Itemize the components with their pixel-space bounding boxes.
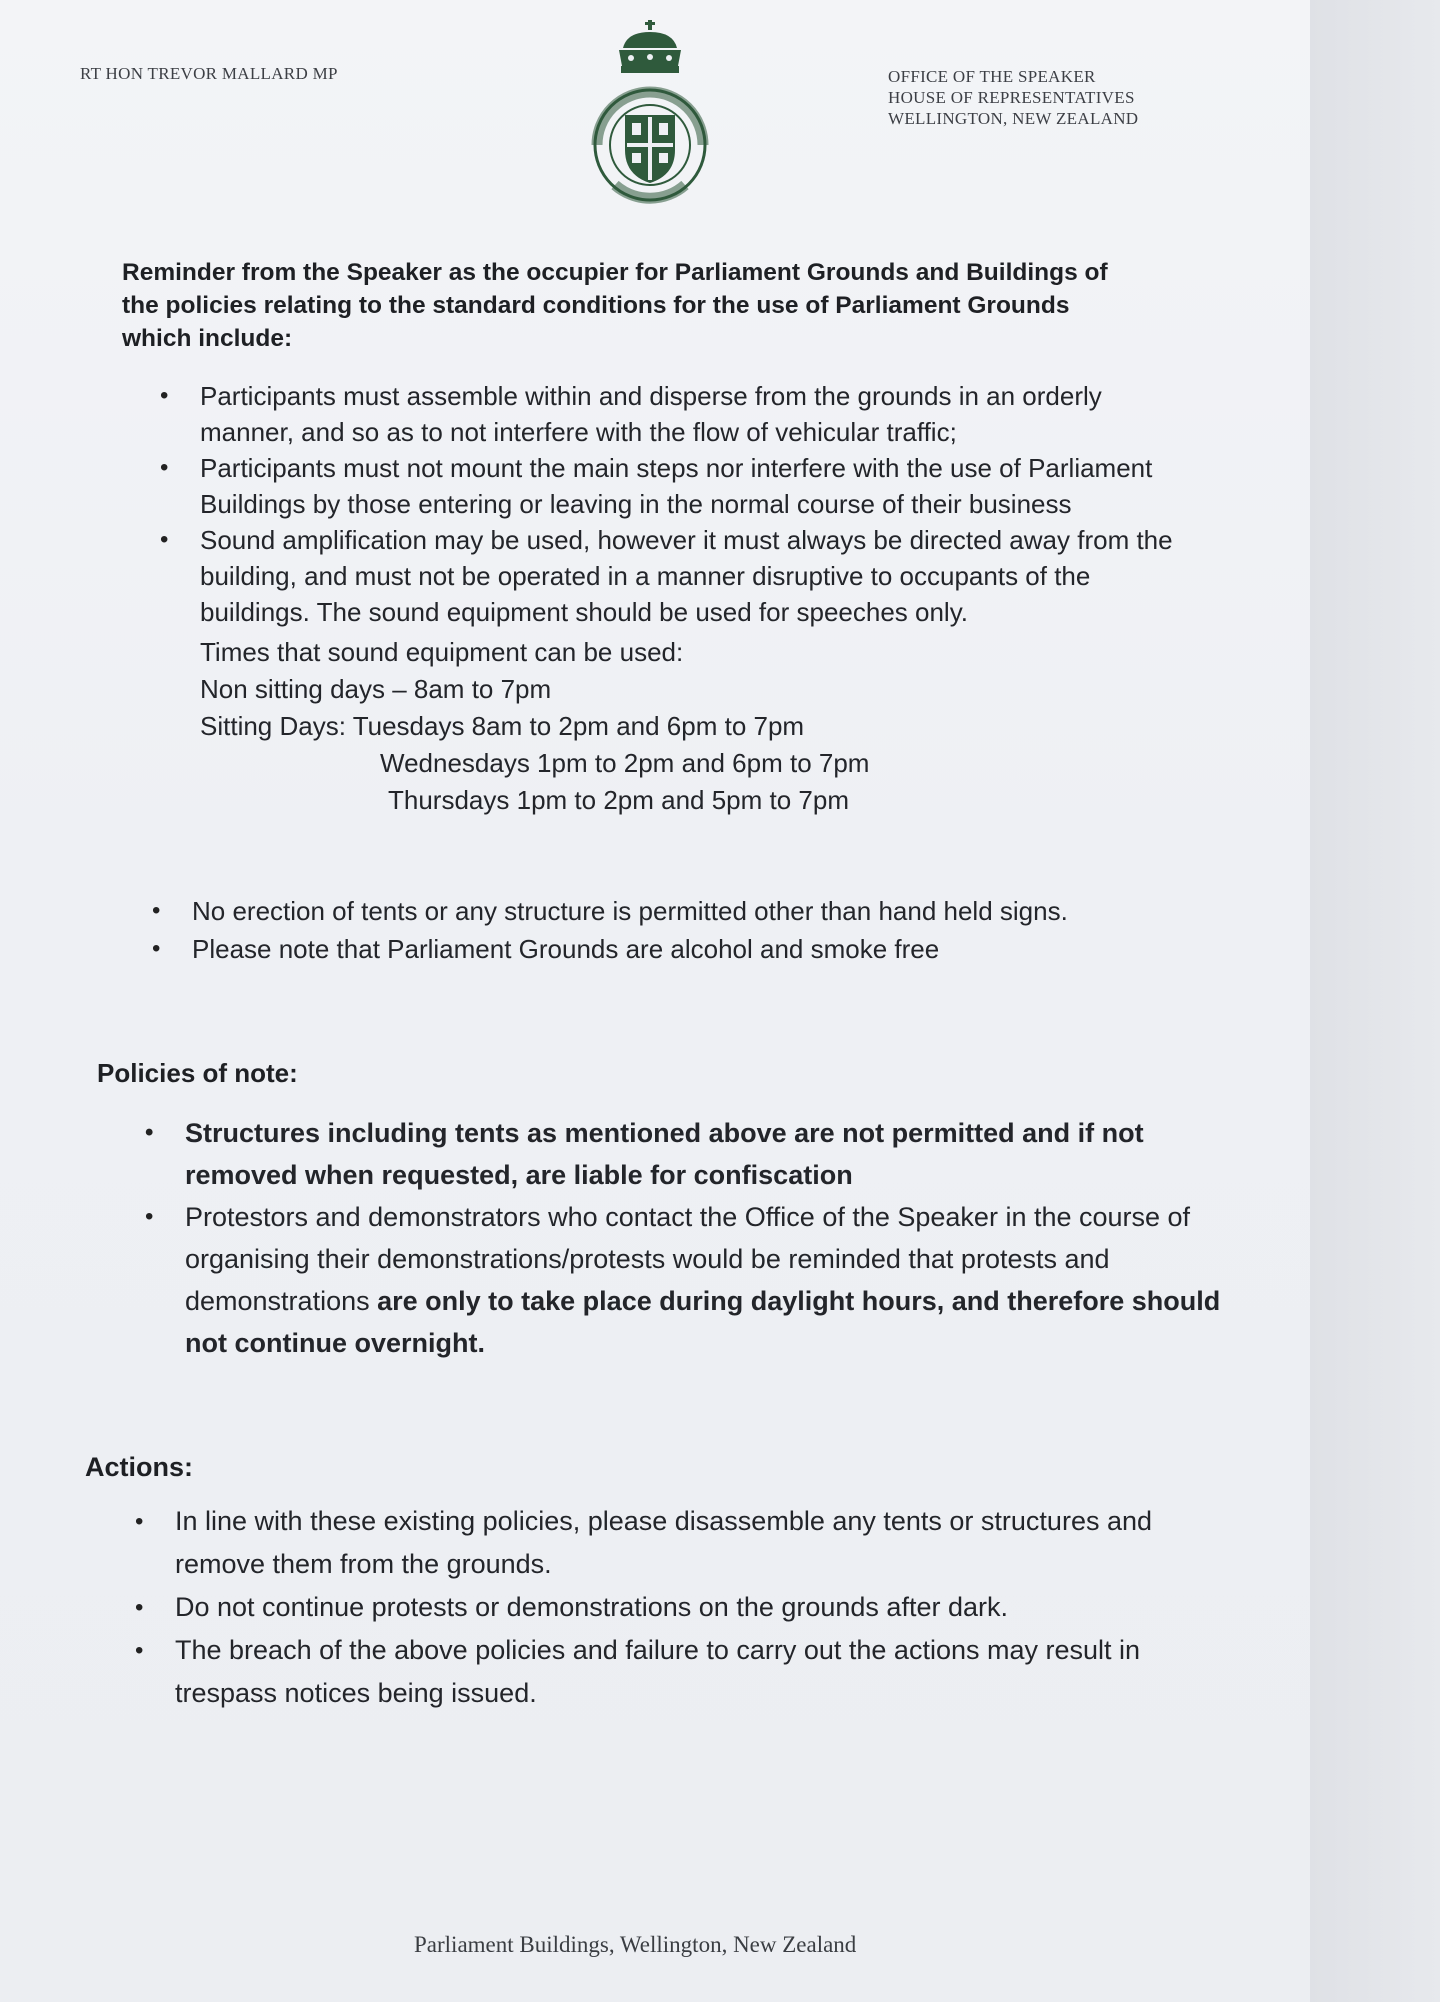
list-item: • The breach of the above policies and failure to carry out the actions may result in trespass notices being issued. [175,1629,1215,1715]
list-item: • Participants must not mount the main steps nor interfere with the use of Parliament Buildings by those entering or leaving in the normal course of their business [200,450,1200,522]
conditions-list-continued [192,892,1232,968]
sitting-tuesdays: Sitting Days: Tuesdays 8am to 2pm and 6pm to 7pm [200,711,805,741]
intro-paragraph: Reminder from the Speaker as the occupier for Parliament Grounds and Buildings of the policies relating to the standard conditions for the use of Parliament Grounds which include: [122,259,1108,352]
actions-list [175,1500,1215,1715]
sound-times-heading: Times that sound equipment can be used: [200,637,684,667]
list-item: • Structures including tents as mentioned above are not permitted and if not removed when requested, are liable for confiscation [185,1112,1235,1196]
office-line-1: OFFICE OF THE SPEAKER [888,67,1096,86]
crown-icon [619,20,681,73]
policy-text-emphasis: are only to take place during daylight hours, and therefore should not continue overnight. [185,1286,1221,1358]
letterhead-office [888,66,1138,129]
sound-amplification-text: Sound amplification may be used, however it must always be directed away from the building, and must not be operated in a manner disruptive to occupants of the buildings. The sound equipment should be used for speeches only. [200,525,1173,627]
actions-heading: Actions: [85,1452,193,1482]
office-line-3: WELLINGTON, NEW ZEALAND [888,109,1139,128]
list-item: • Participants must assemble within and disperse from the grounds in an orderly manner, and so as to not interfere with the flow of vehicular traffic; [200,378,1200,450]
list-item: • Please note that Parliament Grounds are alcohol and smoke free [192,930,1232,968]
speaker-crest-logo [575,20,725,205]
footer-address: Parliament Buildings, Wellington, New Zealand [414,1932,857,1957]
list-item [200,522,1200,819]
conditions-list [200,378,1200,819]
list-item [185,1196,1235,1364]
sitting-wednesdays: Wednesdays 1pm to 2pm and 6pm to 7pm [380,748,870,778]
sound-times [200,634,1200,819]
list-item: • No erection of tents or any structure is permitted other than hand held signs. [192,892,1232,930]
office-line-2: HOUSE OF REPRESENTATIVES [888,88,1135,107]
background-edge [1310,0,1440,2002]
letterhead-name: RT HON TREVOR MALLARD MP [80,64,338,83]
list-item: • Do not continue protests or demonstrations on the grounds after dark. [175,1586,1215,1629]
policies-heading: Policies of note: [97,1058,298,1088]
list-item: • In line with these existing policies, please disassemble any tents or structures and remove them from the grounds. [175,1500,1215,1586]
sitting-thursdays: Thursdays 1pm to 2pm and 5pm to 7pm [388,785,850,815]
non-sitting-days: Non sitting days – 8am to 7pm [200,674,552,704]
policies-list [185,1112,1235,1364]
policy-text: Protestors and demonstrators who contact the Office of the Speaker in the course of organising their demonstrations/protests would be reminded that protests and demonstrations [185,1202,1191,1316]
